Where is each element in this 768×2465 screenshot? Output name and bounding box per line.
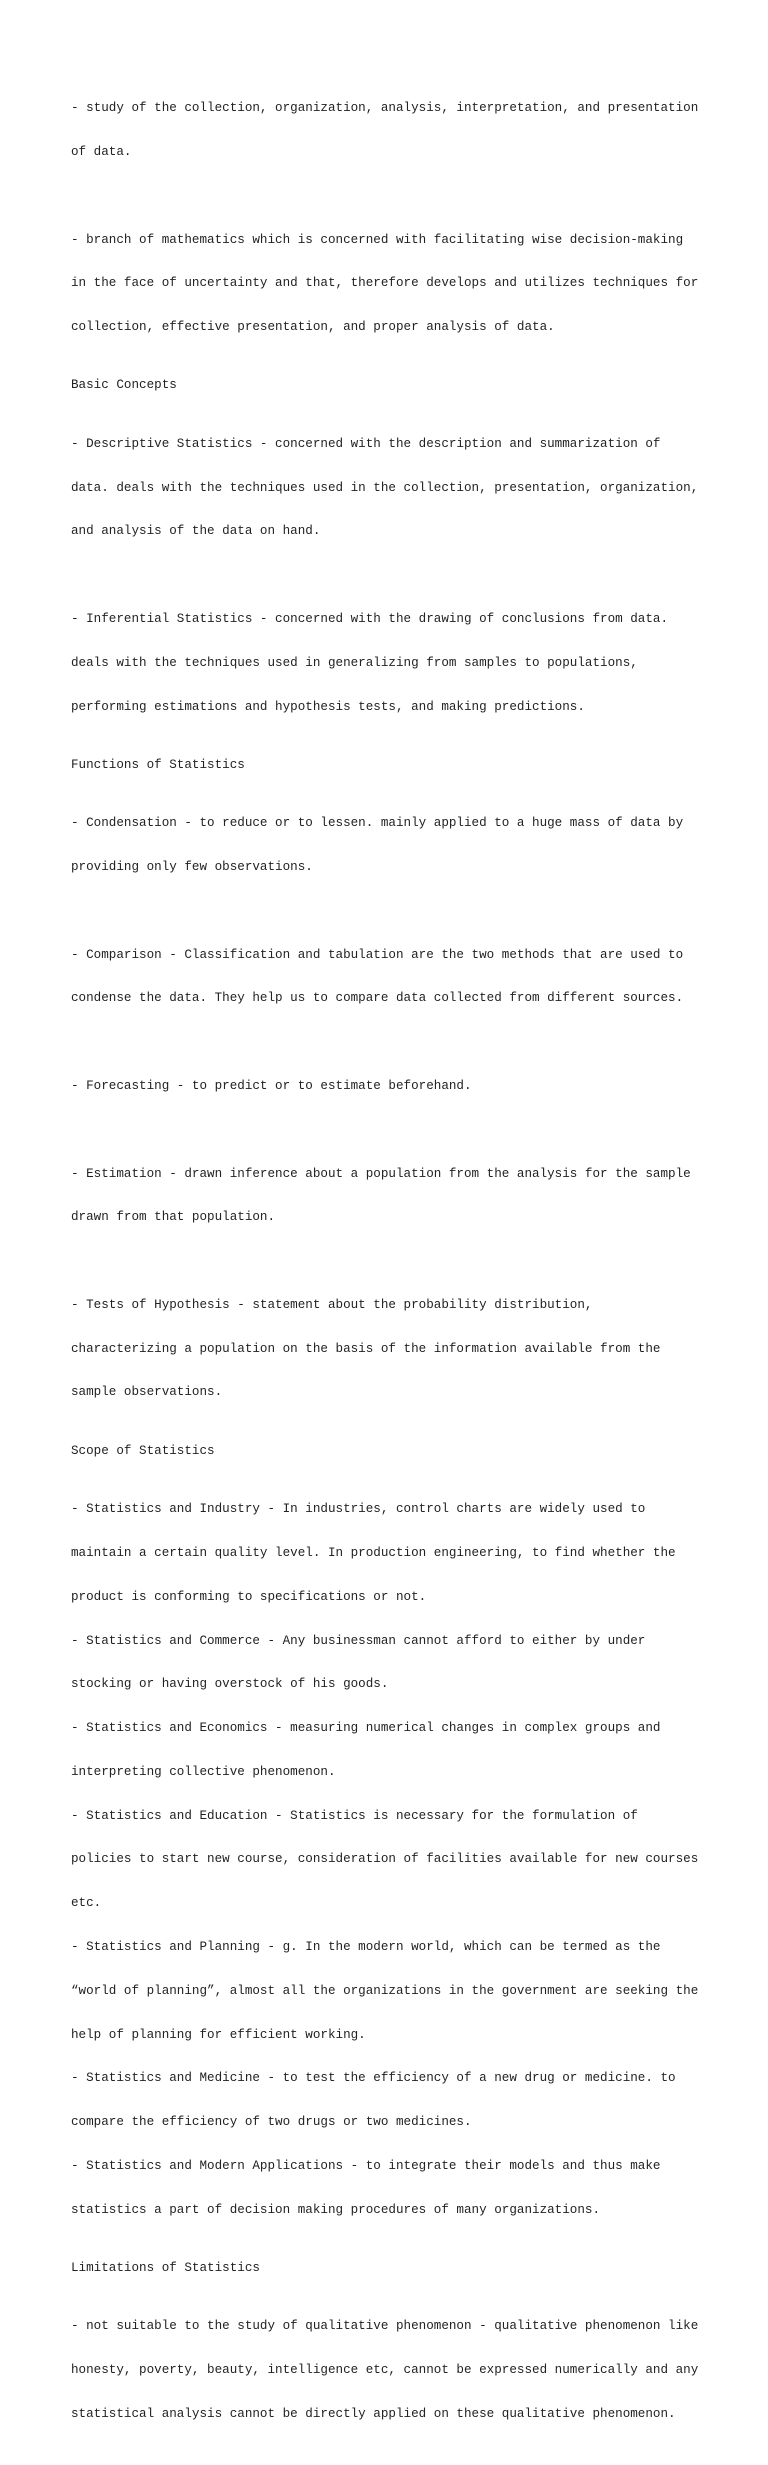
text-line: - Statistics and Medicine - to test the efficiency of a new drug or medicine. to xyxy=(71,2071,676,2086)
text-line: - Forecasting - to predict or to estimate beforehand. xyxy=(71,1078,472,1093)
definition-paragraph-2 xyxy=(71,203,711,364)
text-line: policies to start new course, consideration of facilities available for new courses xyxy=(71,1852,699,1867)
text-line: product is conforming to specifications or not. xyxy=(71,1589,427,1604)
text-line: data. deals with the techniques used in the collection, presentation, organization, xyxy=(71,480,699,495)
text-line: honesty, poverty, beauty, intelligence etc, cannot be expressed numerically and any xyxy=(71,2363,699,2378)
text-line: help of planning for efficient working. xyxy=(71,2027,366,2042)
text-line: of data. xyxy=(71,144,132,159)
text-line: - Statistics and Modern Applications - to integrate their models and thus make xyxy=(71,2158,661,2173)
text-line: - Statistics and Commerce - Any businessman cannot afford to either by under xyxy=(71,1633,646,1648)
text-line: - Statistics and Planning - g. In the modern world, which can be termed as the xyxy=(71,1940,661,1954)
text-line: interpreting collective phenomenon. xyxy=(71,1764,336,1779)
text-line: etc. xyxy=(71,1896,102,1911)
text-line: - Statistics and Industry - In industries, control charts are widely used to xyxy=(71,1502,646,1517)
function-estimation xyxy=(71,1137,711,1254)
text-line: - Tests of Hypothesis - statement about the probability distribution, xyxy=(71,1297,593,1312)
function-tests-of-hypothesis xyxy=(71,1269,711,1430)
text-line: - not suitable to the study of qualitative phenomenon - qualitative phenomenon like xyxy=(71,2319,699,2334)
text-line: statistical analysis cannot be directly applied on these qualitative phenomenon. xyxy=(71,2407,676,2421)
text-line: condense the data. They help us to compare data collected from different sources. xyxy=(71,991,684,1006)
text-line: - Estimation - drawn inference about a population from the analysis for the sample xyxy=(71,1166,691,1181)
text-line: deals with the techniques used in generalizing from samples to populations, xyxy=(71,655,638,670)
text-line: - Comparison - Classification and tabulation are the two methods that are used to xyxy=(71,947,684,962)
text-line: - branch of mathematics which is concerned with facilitating wise decision-making xyxy=(71,232,684,247)
text-line: statistics a part of decision making procedures of many organizations. xyxy=(71,2202,601,2217)
section-heading-basic-concepts: Basic Concepts xyxy=(71,378,177,393)
text-line: - Statistics and Economics - measuring numerical changes in complex groups and xyxy=(71,1721,661,1736)
text-line: in the face of uncertainty and that, therefore develops and utilizes techniques for xyxy=(71,276,699,291)
text-line: providing only few observations. xyxy=(71,860,313,875)
text-line: collection, effective presentation, and proper analysis of data. xyxy=(71,320,555,335)
section-heading-scope: Scope of Statistics xyxy=(71,1443,215,1458)
text-line: - Statistics and Education - Statistics is necessary for the formulation of xyxy=(71,1808,638,1823)
section-heading-limitations: Limitations of Statistics xyxy=(71,2261,260,2276)
text-line: - study of the collection, organization, analysis, interpretation, and presentation xyxy=(71,101,699,116)
text-line: - Inferential Statistics - concerned with the drawing of conclusions from data. xyxy=(71,611,669,626)
text-line: drawn from that population. xyxy=(71,1210,276,1225)
text-line: maintain a certain quality level. In production engineering, to find whether the xyxy=(71,1545,676,1560)
definition-paragraph-1 xyxy=(71,72,711,189)
text-line: sample observations. xyxy=(71,1385,223,1400)
text-line: compare the efficiency of two drugs or two medicines. xyxy=(71,2115,472,2130)
text-line: stocking or having overstock of his goods. xyxy=(71,1677,389,1692)
basic-concept-inferential xyxy=(71,583,711,744)
document-page xyxy=(71,72,711,2465)
text-line: characterizing a population on the basis of the information available from the xyxy=(71,1341,661,1356)
section-heading-functions: Functions of Statistics xyxy=(71,757,245,772)
basic-concept-descriptive xyxy=(71,408,711,569)
function-forecasting xyxy=(71,1050,711,1123)
limitation-qualitative xyxy=(71,2290,711,2451)
text-line: performing estimations and hypothesis tests, and making predictions. xyxy=(71,699,585,714)
scope-list xyxy=(71,1473,711,2246)
function-condensation xyxy=(71,787,711,904)
text-line: and analysis of the data on hand. xyxy=(71,524,321,539)
text-line: - Condensation - to reduce or to lessen. mainly applied to a huge mass of data by xyxy=(71,816,684,831)
text-line: - Descriptive Statistics - concerned with the description and summarization of xyxy=(71,436,661,451)
text-line: “world of planning”, almost all the organizations in the government are seeking the xyxy=(71,1983,699,1998)
function-comparison xyxy=(71,918,711,1035)
